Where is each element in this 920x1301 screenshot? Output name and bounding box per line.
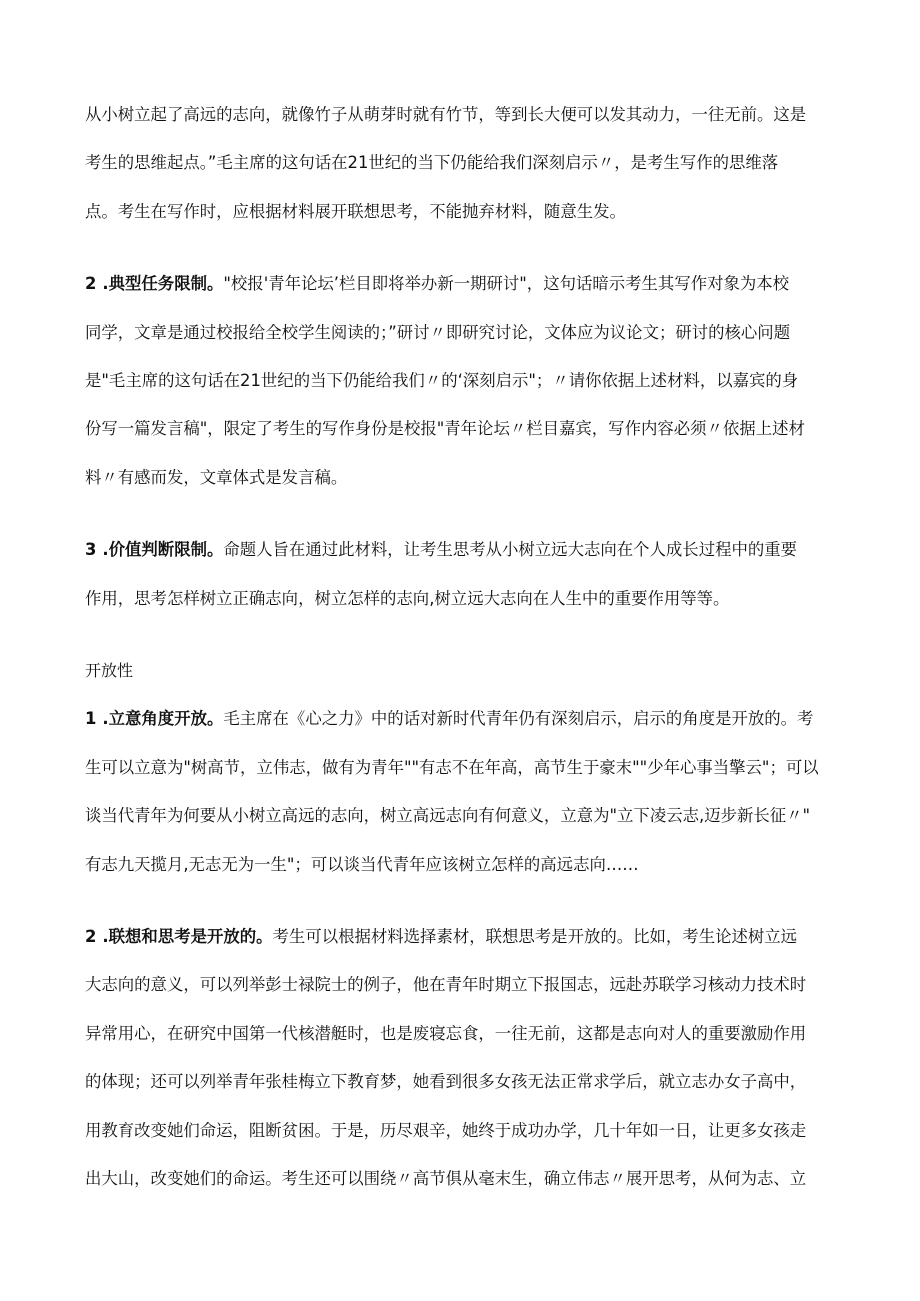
item-title: .立意角度开放。 bbox=[102, 709, 224, 728]
text-line: 作用，思考怎样树立正确志向，树立怎样的志向,树立远大志向在人生中的重要作用等等。 bbox=[85, 589, 730, 608]
item-heading-line bbox=[85, 708, 845, 730]
text-line: 生可以立意为"树高节，立伟志，做有为青年""有志不在年高，高节生于豪末""少年心事当擎云"；可以 bbox=[85, 758, 819, 777]
item-title: .联想和思考是开放的。 bbox=[102, 927, 273, 946]
item-text: 考生可以根据材料选择素材，联想思考是开放的。比如，考生论述树立远 bbox=[272, 927, 798, 946]
item-number: 3 bbox=[85, 540, 97, 559]
text-line: 同学，文章是通过校报给全校学生阅读的；”研讨〃即研究讨论，文体应为议论文；研讨的核心问题 bbox=[85, 323, 791, 342]
item-number: 1 bbox=[85, 709, 97, 728]
item-heading-line bbox=[85, 926, 845, 948]
text-line: 从小树立起了高远的志向，就像竹子从萌芽时就有竹节，等到长大便可以发其动力，一往无前。这是 bbox=[85, 105, 807, 124]
text-line: 份写一篇发言稿"，限定了考生的写作身份是校报"青年论坛〃栏目嘉宾，写作内容必须〃依据上述材 bbox=[85, 419, 805, 438]
text-line: 大志向的意义，可以列举彭士禄院士的例子，他在青年时期立下报国志，远赴苏联学习核动力技术时 bbox=[85, 975, 807, 994]
text-line: 谈当代青年为何要从小树立高远的志向，树立高远志向有何意义，立意为"立下凌云志,迈步新长征〃" bbox=[85, 806, 811, 825]
text-line: 出大山，改变她们的命运。考生还可以围绕〃高节俱从毫末生，确立伟志〃展开思考，从何为志、立 bbox=[85, 1169, 807, 1188]
text-line: 料〃有感而发，文章体式是发言稿。 bbox=[85, 468, 348, 487]
section-heading: 开放性 bbox=[85, 661, 134, 680]
item-text: 命题人旨在通过此材料，让考生思考从小树立远大志向在个人成长过程中的重要 bbox=[223, 540, 798, 559]
item-title: .价值判断限制。 bbox=[102, 540, 224, 559]
text-line: 异常用心，在研究中国第一代核潜艇时，也是废寝忘食，一往无前，这都是志向对人的重要激励作用 bbox=[85, 1024, 807, 1043]
text-line: 是"毛主席的这句话在21世纪的当下仍能给我们〃的‘深刻启示"；〃请你依据上述材料，以嘉宾的身 bbox=[85, 371, 799, 390]
item-text: 毛主席在《心之力》中的话对新时代青年仍有深刻启示，启示的角度是开放的。考 bbox=[223, 709, 814, 728]
text-line: 考生的思维起点。”毛主席的这句话在21世纪的当下仍能给我们深刻启示〃，是考生写作的思维落 bbox=[85, 153, 779, 172]
item-number: 2 bbox=[85, 927, 97, 946]
item-heading-line bbox=[85, 273, 845, 295]
text-line: 点。考生在写作时，应根据材料展开联想思考，不能抛弃材料，随意生发。 bbox=[85, 202, 626, 221]
text-line: 用教育改变她们命运，阻断贫困。于是，历尽艰辛，她终于成功办学，几十年如一日，让更多女孩走 bbox=[85, 1121, 807, 1140]
text-line: 的体现；还可以列举青年张桂梅立下教育梦，她看到很多女孩无法正常求学后，就立志办女子高中， bbox=[85, 1072, 807, 1091]
item-title: .典型任务限制。 bbox=[102, 274, 224, 293]
item-heading-line bbox=[85, 539, 845, 561]
item-number: 2 bbox=[85, 274, 97, 293]
text-line: 有志九天揽月,无志无为一生"；可以谈当代青年应该树立怎样的高远志向…… bbox=[85, 855, 639, 874]
item-text: "校报'青年论坛’栏目即将举办新一期研讨"，这句话暗示考生其写作对象为本校 bbox=[223, 274, 790, 293]
